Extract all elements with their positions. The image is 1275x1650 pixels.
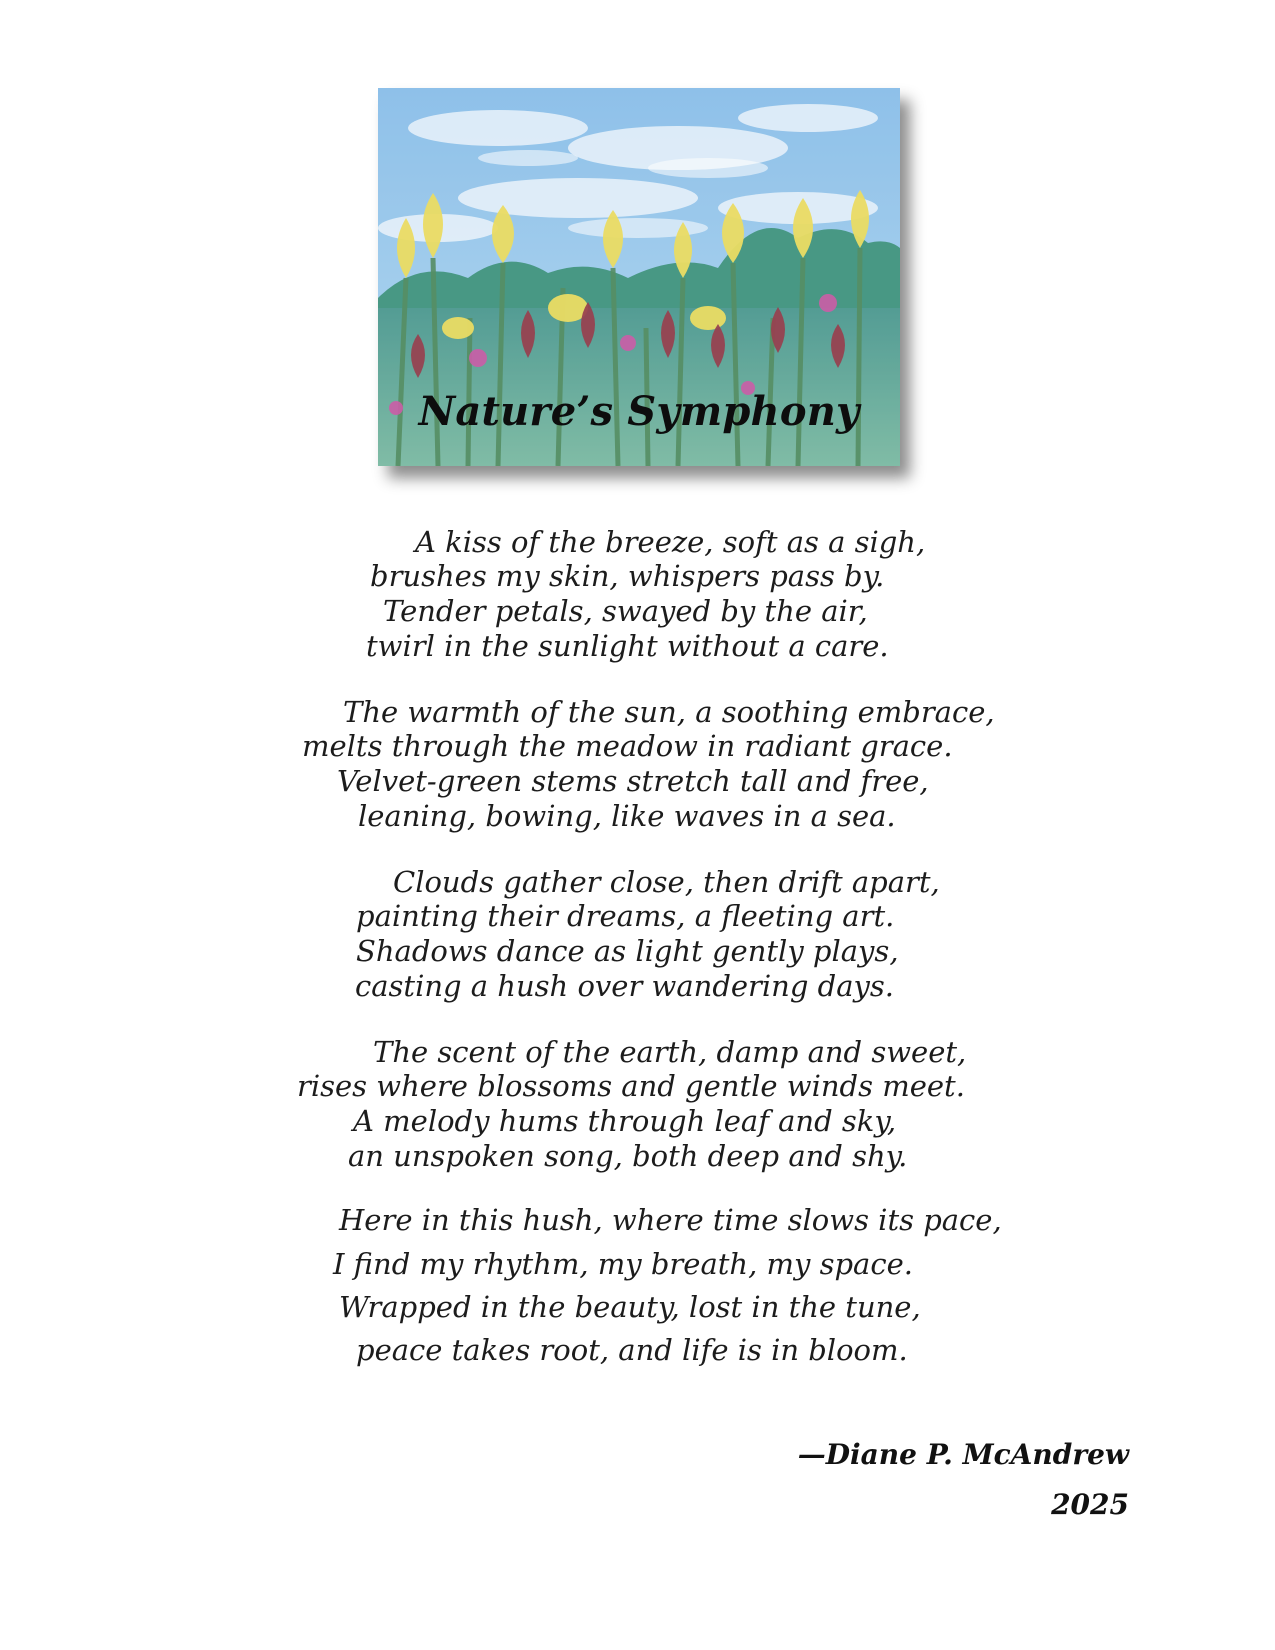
poem-line: A melody hums through leaf and sky,	[353, 1104, 897, 1138]
title-painting	[378, 88, 900, 466]
year-label: 2025	[1051, 1488, 1129, 1521]
poem-line: rises where blossoms and gentle winds meet.	[297, 1069, 965, 1103]
poem-title: Nature’s Symphony	[418, 388, 860, 435]
poem-line: The scent of the earth, damp and sweet,	[373, 1035, 967, 1069]
poem-line: Clouds gather close, then drift apart,	[393, 865, 940, 899]
poem-line: an unspoken song, both deep and shy.	[348, 1139, 908, 1173]
poem-line: peace takes root, and life is in bloom.	[356, 1333, 908, 1367]
poem-line: twirl in the sunlight without a care.	[366, 629, 889, 663]
poem-line: Velvet-green stems stretch tall and free,	[337, 764, 929, 798]
poem-line: painting their dreams, a fleeting art.	[356, 899, 895, 933]
poem-line: casting a hush over wandering days.	[355, 969, 894, 1003]
poem-line: Here in this hush, where time slows its pace,	[339, 1203, 1002, 1237]
poem-line: A kiss of the breeze, soft as a sigh,	[415, 525, 926, 559]
poem-line: melts through the meadow in radiant grace.	[302, 729, 953, 763]
poem-line: leaning, bowing, like waves in a sea.	[358, 799, 896, 833]
poem-line: brushes my skin, whispers pass by.	[370, 559, 885, 593]
poem-line: Tender petals, swayed by the air,	[383, 594, 868, 628]
poem-line: Wrapped in the beauty, lost in the tune,	[339, 1290, 921, 1324]
poem-line: The warmth of the sun, a soothing embrace,	[343, 695, 995, 729]
author-signature: —Diane P. McAndrew	[797, 1438, 1129, 1471]
poem-line: Shadows dance as light gently plays,	[356, 934, 899, 968]
poem-line: I find my rhythm, my breath, my space.	[333, 1247, 913, 1281]
